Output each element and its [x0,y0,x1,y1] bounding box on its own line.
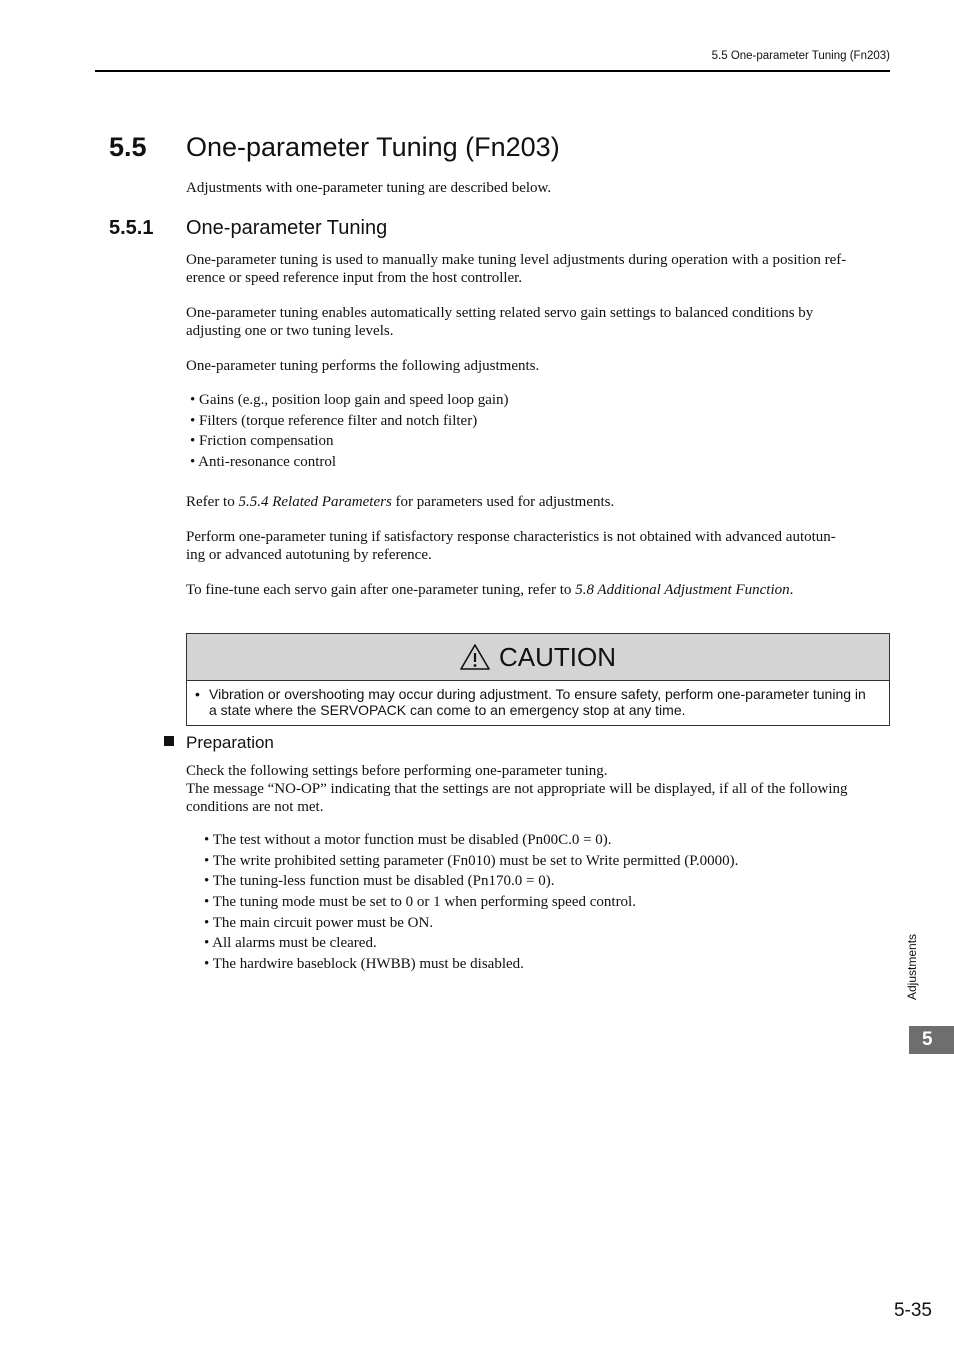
conditions-list [204,830,904,975]
subsection-number: 5.5.1 [109,217,154,239]
header-rule [95,70,890,72]
list-item: • The tuning-less function must be disabled (Pn170.0 = 0). [204,873,555,890]
caution-text [195,686,883,718]
paragraph-line: Perform one-parameter tuning if satisfactory response characteristics is not obtained with advanced autotun- [186,529,836,545]
caution-line: a state where the SERVOPACK can come to an emergency stop at any time. [209,702,686,718]
paragraph-line: adjusting one or two tuning levels. [186,323,394,339]
finetune-suffix: . [789,582,794,598]
square-bullet-icon [164,736,174,746]
list-item: • Friction compensation [190,433,334,450]
caution-title: CAUTION [499,641,616,672]
adjustments-list [190,390,890,473]
paragraph-line: erence or speed reference input from the host controller. [186,270,523,286]
section-title: One-parameter Tuning (Fn203) [186,132,560,162]
list-item: • Filters (torque reference filter and notch filter) [190,412,478,429]
paragraph-automatic [186,304,890,340]
paragraph-line: conditions are not met. [186,799,324,815]
list-item: • Anti-resonance control [190,454,337,471]
caution-heading [459,642,616,672]
paragraph-line: One-parameter tuning is used to manually make tuning level adjustments during operation with a position ref- [186,252,847,268]
paragraph-perform [186,528,890,564]
chapter-tab: 5 [909,1026,954,1054]
list-item: • The test without a motor function must be disabled (Pn00C.0 = 0). [204,832,612,848]
preparation-heading: Preparation [186,733,274,752]
paragraph-finetune [186,581,890,599]
list-item: • Gains (e.g., position loop gain and speed loop gain) [190,392,509,408]
subsection-title: One-parameter Tuning [186,217,388,239]
chapter-side-label: Adjustments [905,933,919,1000]
list-item: • The hardwire baseblock (HWBB) must be disabled. [204,956,524,973]
paragraph-line: The message “NO-OP” indicating that the settings are not appropriate will be displayed, if all of the following [186,781,848,797]
list-item: • All alarms must be cleared. [204,935,377,952]
section-intro: Adjustments with one-parameter tuning are described below. [186,180,552,196]
related-parameters-link[interactable]: 5.5.4 Related Parameters [238,494,392,510]
paragraph-preparation [186,762,890,816]
paragraph-purpose [186,251,890,287]
paragraph-refer [186,493,890,511]
list-item: • The tuning mode must be set to 0 or 1 when performing speed control. [204,894,636,911]
caution-header [187,634,889,681]
paragraph-adjustments-intro: One-parameter tuning performs the following adjustments. [186,358,540,374]
warning-triangle-icon [459,643,491,671]
running-head: 5.5 One-parameter Tuning (Fn203) [711,50,890,62]
finetune-prefix: To fine-tune each servo gain after one-parameter tuning, refer to [186,582,576,598]
list-item: • The main circuit power must be ON. [204,914,434,931]
additional-adjustment-link[interactable]: 5.8 Additional Adjustment Function [575,582,790,598]
section-number: 5.5 [109,132,147,162]
paragraph-line: One-parameter tuning enables automatically setting related servo gain settings to balanced conditions by [186,305,814,321]
page-number: 5-35 [893,1300,932,1321]
caution-line: Vibration or overshooting may occur during adjustment. To ensure safety, perform one-parameter tuning in [209,686,866,702]
refer-suffix: for parameters used for adjustments. [391,494,615,510]
caution-bullet: • [195,686,200,702]
paragraph-line: ing or advanced autotuning by reference. [186,547,432,563]
caution-box [186,633,890,726]
list-item: • The write prohibited setting parameter (Fn010) must be set to Write permitted (P.0000). [204,852,739,869]
refer-prefix: Refer to [186,494,239,510]
paragraph-line: Check the following settings before performing one-parameter tuning. [186,763,608,779]
